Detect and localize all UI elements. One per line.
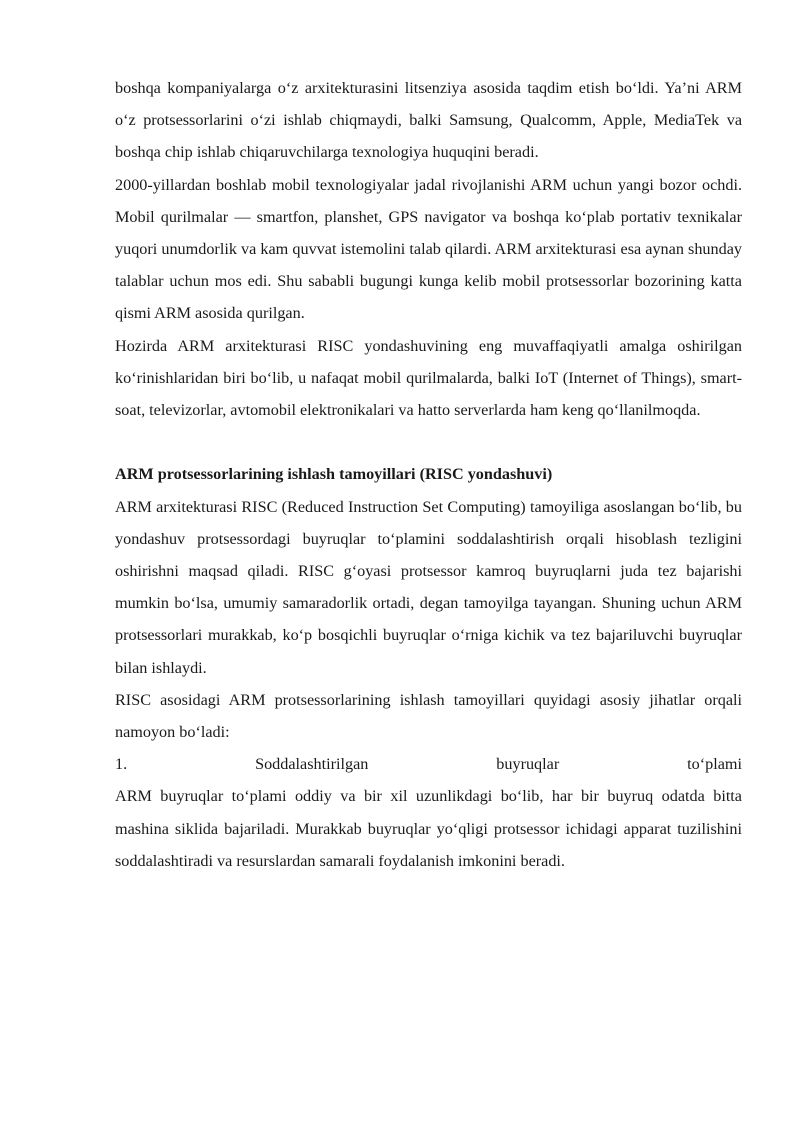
paragraph-risc-principle: ARM arxitekturasi RISC (Reduced Instruction Set Computing) tamoyiliga asoslangan bo‘lib, bu yondashuv protsessordagi buyruqlar to‘plamini soddalashtirish orqali hisoblash tezligini oshirishni maqsad qiladi. RISC g‘oyasi protsessor kamroq buyruqlarni juda tez bajarishi mumkin bo‘lsa, umumiy samaradorlik ortadi, degan tamoyilga tayangan. Shuning uchun ARM protsessorlari murakkab, ko‘p bosqichli buyruqlar o‘rniga kichik va tez bajariluvchi buyruqlar bilan ishlaydi.	[115, 497, 742, 677]
section-heading: ARM protsessorlarining ishlash tamoyillari (RISC yondashuvi)	[115, 465, 553, 484]
paragraph-principles-intro: RISC asosidagi ARM protsessorlarining ishlash tamoyillari quyidagi asosiy jihatlar orqali namoyon bo‘ladi:	[115, 690, 742, 742]
paragraph-simple-instructions: ARM buyruqlar to‘plami oddiy va bir xil uzunlikdagi bo‘lib, har bir buyruq odatda bitta mashina siklida bajariladi. Murakkab buyruqlar yo‘qligi protsessor ichidagi apparat tuzilishini soddalashtiradi va resurslardan samarali foydalanish imkonini beradi.	[115, 787, 742, 870]
paragraph-arm-licensing: boshqa kompaniyalarga o‘z arxitekturasini litsenziya asosida taqdim etish bo‘ldi. Ya’ni ARM o‘z protsessorlarini o‘zi ishlab chiqmaydi, balki Samsung, Qualcomm, Apple, MediaTek va boshqa chip ishlab chiqaruvchilarga texnologiya huquqini beradi.	[115, 79, 742, 162]
list-item-heading	[115, 748, 742, 780]
document-page	[115, 72, 742, 877]
list-word: Soddalashtirilgan	[255, 755, 369, 774]
list-word: to‘plami	[687, 755, 742, 774]
blank-line	[115, 426, 742, 458]
paragraph-mobile-market: 2000-yillardan boshlab mobil texnologiyalar jadal rivojlanishi ARM uchun yangi bozor ochdi. Mobil qurilmalar — smartfon, planshet, GPS navigator va boshqa ko‘plab portativ texnikalar yuqori unumdorlik va kam quvvat istemolini talab qilardi. ARM arxitekturasi esa aynan shunday talablar uchun mos edi. Shu sababli bugungi kunga kelib mobil protsessorlar bozorining katta qismi ARM asosida qurilgan.	[115, 175, 742, 323]
paragraph-arm-today: Hozirda ARM arxitekturasi RISC yondashuvining eng muvaffaqiyatli amalga oshirilgan ko‘rinishlaridan biri bo‘lib, u nafaqat mobil qurilmalarda, balki IoT (Internet of Things), smart-soat, televizorlar, avtomobil elektronikalari va hatto serverlarda ham keng qo‘llanilmoqda.	[115, 336, 742, 420]
list-word: buyruqlar	[496, 755, 560, 774]
list-number: 1.	[115, 755, 128, 774]
